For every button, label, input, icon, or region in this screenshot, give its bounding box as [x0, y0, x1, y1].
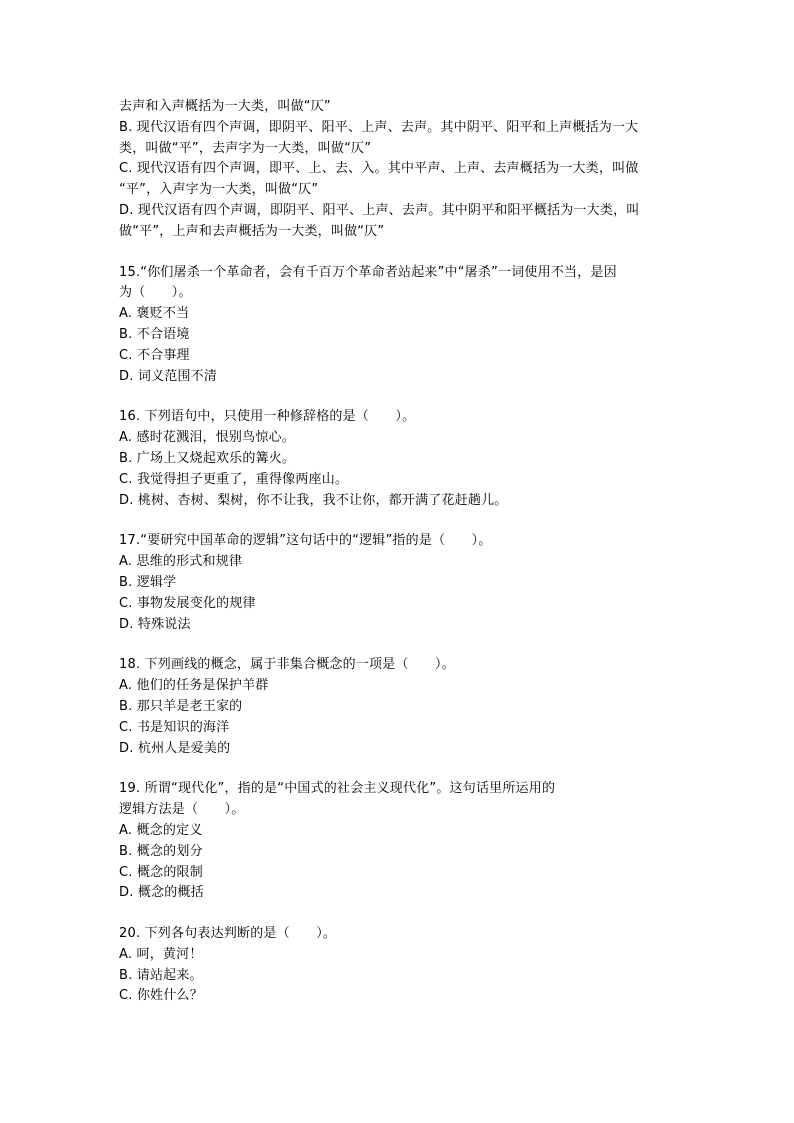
question-20: [119, 924, 679, 1007]
text-line: B. 现代汉语有四个声调，即阴平、阳平、上声、去声。其中阴平、阳平和上声概括为一大: [119, 119, 639, 135]
option-a: A. 概念的定义: [119, 822, 203, 838]
option-a: A. 他们的任务是保护羊群: [119, 678, 269, 694]
option-c: C. 书是知识的海洋: [119, 719, 230, 735]
text-line: 去声和入声概括为一大类，叫做“仄”: [119, 99, 331, 114]
text-line: 类，叫做“平”，去声字为一大类，叫做“仄”: [119, 140, 372, 156]
question-stem: 17.“要研究中国革命的逻辑”这句话中的“逻辑”指的是（ ）。: [119, 533, 492, 549]
option-a: A. 呵，黄河！: [119, 946, 203, 962]
option-d: D. 桃树、杏树、梨树，你不让我，我不让你，都开满了花赶趟儿。: [119, 492, 508, 508]
option-a: A. 感时花溅泪，恨别鸟惊心。: [119, 430, 295, 446]
question-stem: 15.“你们屠杀一个革命者，会有千百万个革命者站起来”中“屠杀”一词使用不当，是因: [119, 264, 617, 280]
question-15: [119, 263, 679, 388]
option-b: B. 那只羊是老王家的: [119, 698, 243, 714]
option-b: B. 不合语境: [119, 326, 190, 342]
option-b: B. 概念的划分: [119, 843, 203, 859]
option-d: D. 词义范围不清: [119, 368, 218, 384]
text-line: C. 现代汉语有四个声调，即平、上、去、入。其中平声、上声、去声概括为一大类，叫做: [119, 161, 639, 177]
option-a: A. 思维的形式和规律: [119, 554, 243, 570]
option-b: B. 广场上又烧起欢乐的篝火。: [119, 450, 296, 466]
text-line: 做“平”，上声和去声概括为一大类，叫做“仄”: [119, 223, 385, 239]
option-b: B. 请站起来。: [119, 967, 203, 983]
text-line: “平”，入声字为一大类，叫做“仄”: [119, 182, 319, 198]
exam-page: [119, 97, 679, 1007]
text-line: D. 现代汉语有四个声调，即阴平、阳平、上声、去声。其中阴平和阳平概括为一大类，叫: [119, 202, 640, 218]
option-a: A. 褒贬不当: [119, 306, 190, 322]
option-c: C. 我觉得担子更重了，重得像两座山。: [119, 471, 349, 487]
option-c: C. 概念的限制: [119, 864, 203, 880]
question-stem: 18. 下列画线的概念，属于非集合概念的一项是（ ）。: [119, 657, 455, 673]
question-16: [119, 407, 679, 511]
option-c: C. 你姓什么？: [119, 988, 203, 1004]
option-c: C. 不合事理: [119, 347, 190, 363]
question-stem: 16. 下列语句中，只使用一种修辞格的是（ ）。: [119, 409, 416, 425]
question-stem: 20. 下列各句表达判断的是（ ）。: [119, 926, 337, 942]
option-d: D. 杭州人是爱美的: [119, 740, 231, 756]
option-d: D. 概念的概括: [119, 885, 204, 901]
question-stem: 逻辑方法是（ ）。: [119, 802, 245, 818]
previous-question-continuation: [119, 97, 679, 243]
question-19: [119, 779, 679, 904]
question-18: [119, 655, 679, 759]
question-stem: 19. 所谓“现代化”，指的是“中国式的社会主义现代化”。这句话里所运用的: [119, 781, 556, 797]
option-b: B. 逻辑学: [119, 574, 177, 590]
option-c: C. 事物发展变化的规律: [119, 595, 256, 611]
option-d: D. 特殊说法: [119, 616, 191, 632]
question-stem: 为（ ）。: [119, 285, 192, 301]
question-17: [119, 531, 679, 635]
